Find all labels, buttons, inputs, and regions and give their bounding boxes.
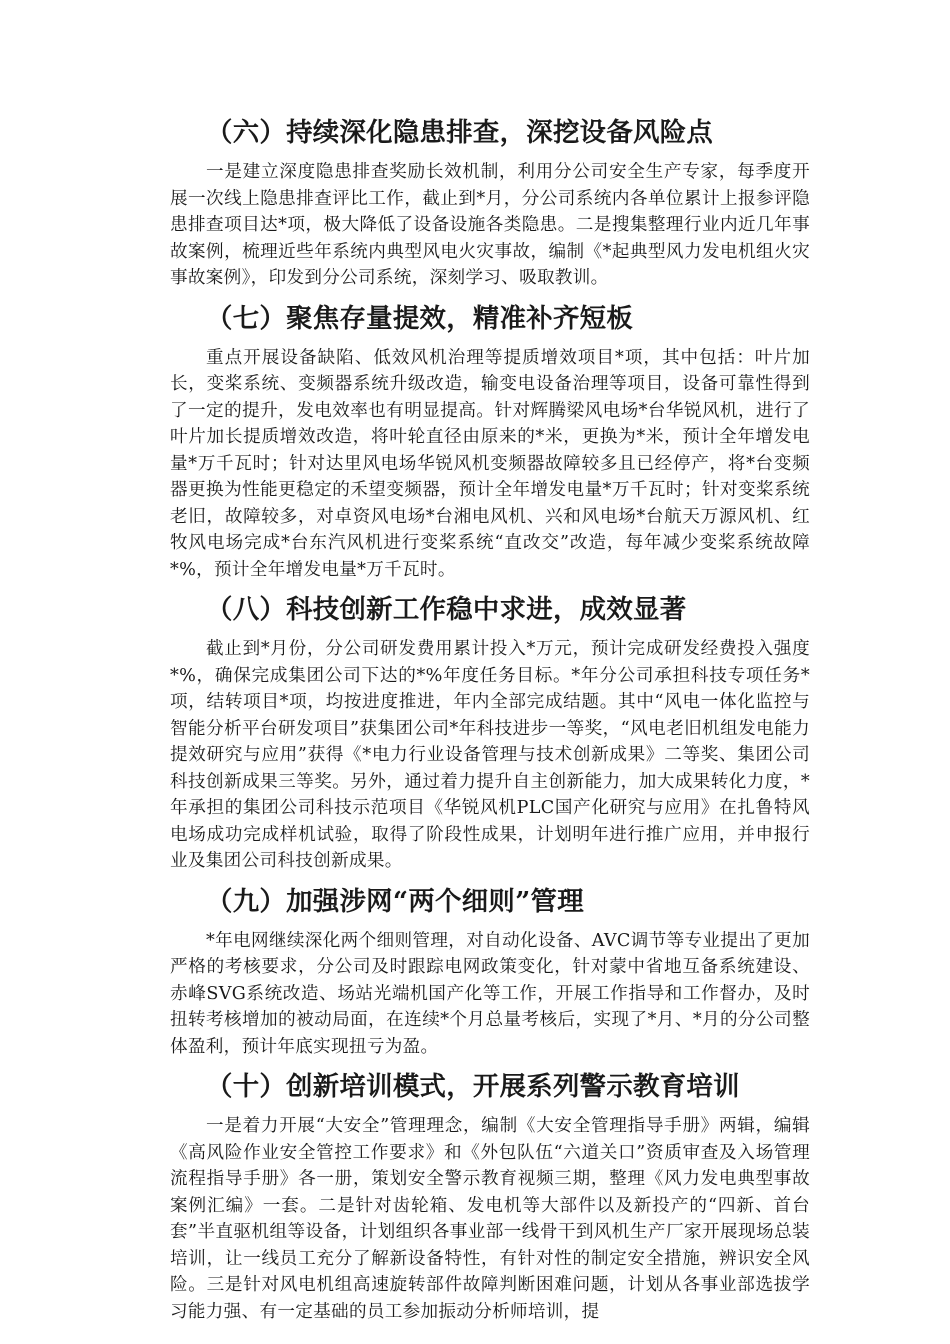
section-heading-6: （六）持续深化隐患排查，深挖设备风险点 — [206, 117, 714, 148]
section-body-10: 一是着力开展“大安全”管理理念，编制《大安全管理指导手册》两辑，编辑《高风险作业安全管控工作要求》和《外包队伍“六道关口”资质审查及入场管理流程指导手册》各一册，策划安全警示教育视频三期，整理《风力发电典型事故案例汇编》一套。二是针对齿轮箱、发电机等大部件以及新投产的“四新、首台套”半直驱机组等设备，计划组织各事业部一线骨干到风机生产厂家开展现场总装培训，让一线员工充分了解新设备特性，有针对性的制定安全措施，辨识安全风险。三是针对风电机组高速旋转部件故障判断困难问题，计划从各事业部选拔学习能力强、有一定基础的员工参加振动分析师培训，提 — [170, 1116, 810, 1322]
section-heading-7: （七）聚焦存量提效，精准补齐短板 — [206, 302, 634, 334]
section-body-7: 重点开展设备缺陷、低效风机治理等提质增效项目*项，其中包括：叶片加长，变桨系统、变频器系统升级改造，输变电设备治理等项目，设备可靠性得到了一定的提升，发电效率也有明显提高。针对辉腾梁风电场*台华锐风机，进行了叶片加长提质增效改造，将叶轮直径由原来的*米，更换为*米，预计全年增发电量*万千瓦时；针对达里风电场华锐风机变频器故障较多且已经停产，将*台变频器更换为性能更稳定的禾望变频器，预计全年增发电量*万千瓦时；针对变桨系统老旧，故障较多，对卓资风电场*台湘电风机、兴和风电场*台航天万源风机、红牧风电场完成*台东汽风机进行变桨系统“直改交”改造，每年减少变桨系统故障*%，预计全年增发电量*万千瓦时。 — [170, 347, 810, 580]
section-heading-8: （八）科技创新工作稳中求进，成效显著 — [206, 594, 687, 625]
section-body-6: 一是建立深度隐患排查奖励长效机制，利用分公司安全生产专家，每季度开展一次线上隐患排查评比工作，截止到*月，分公司系统内各单位累计上报参评隐患排查项目达*项，极大降低了设备设施各类隐患。二是搜集整理行业内近几年事故案例，梳理近些年系统内典型风电火灾事故，编制《*起典型风力发电机组火灾事故案例》，印发到分公司系统，深刻学习、吸取教训。 — [170, 162, 810, 288]
section-heading-10: （十）创新培训模式，开展系列警示教育培训 — [206, 1071, 740, 1102]
section-body-9: *年电网继续深化两个细则管理，对自动化设备、AVC调节等专业提出了更加严格的考核要求，分公司及时跟踪电网政策变化，针对蒙中省地互备系统建设、赤峰SVG系统改造、场站光端机国产化等工作，开展工作指导和工作督办，及时扭转考核增加的被动局面，在连续*个月总量考核后，实现了*月、*月的分公司整体盈利，预计年底实现扭亏为盈。 — [170, 930, 810, 1057]
section-heading-9: （九）加强涉网“两个细则”管理 — [206, 885, 584, 917]
section-body-8: 截止到*月份，分公司研发费用累计投入*万元，预计完成研发经费投入强度*%，确保完成集团公司下达的*%年度任务目标。*年分公司承担科技专项任务*项，结转项目*项，均按进度推进，年内全部完成结题。其中“风电一体化监控与智能分析平台研发项目”获集团公司*年科技进步一等奖，“风电老旧机组发电能力提效研究与应用”获得《*电力行业设备管理与技术创新成果》二等奖、集团公司科技创新成果三等奖。另外，通过着力提升自主创新能力，加大成果转化力度，*年承担的集团公司科技示范项目《华锐风机PLC国产化研究与应用》在扎鲁特风电场成功完成样机试验，取得了阶段性成果，计划明年进行推广应用，并申报行业及集团公司科技创新成果。 — [170, 639, 810, 871]
